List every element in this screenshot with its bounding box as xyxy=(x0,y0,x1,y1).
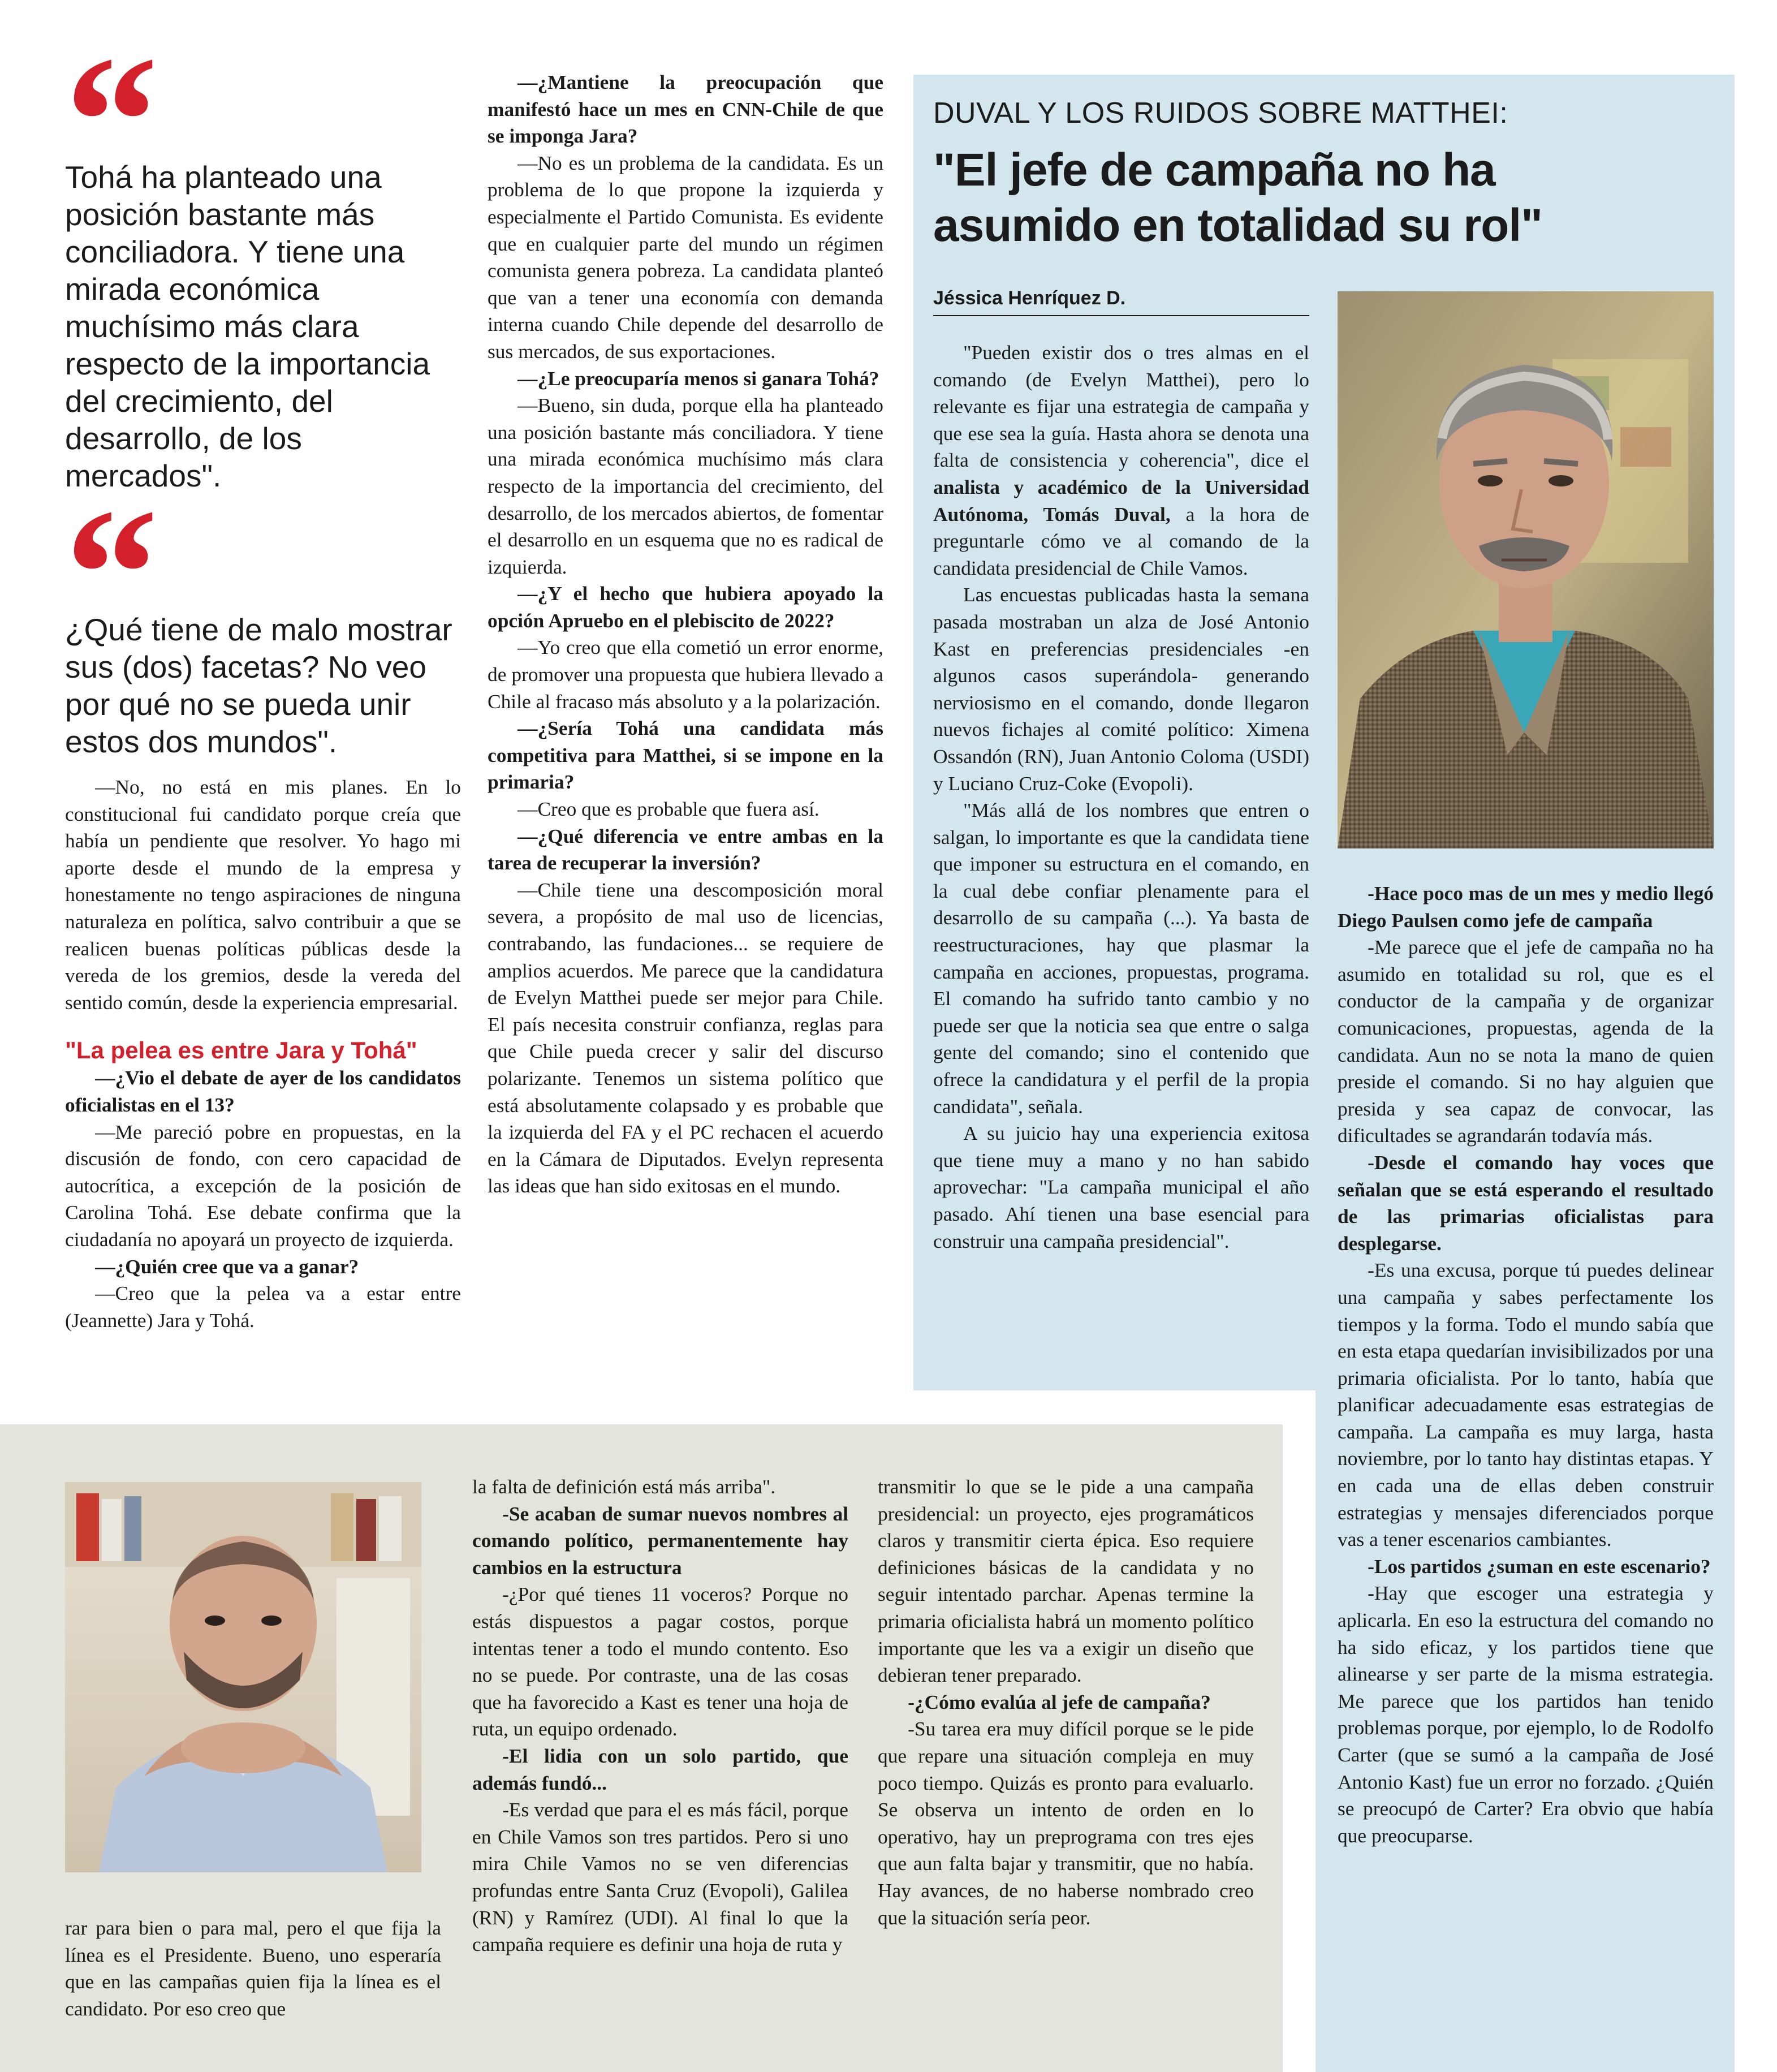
paragraph: transmitir lo que se le pide a una campaña presidencial: un proyecto, ejes programáticos claros y transmitir cierta épica. Eso requiere definiciones básicas de la candidata y no seguir intentado parchar. Apenas termine la primaria oficialista habrá un momento político importante que les va a exigir un diseño que debieran tener preparado. xyxy=(878,1475,1254,1687)
question: —¿Sería Tohá una candidata más competitiva para Matthei, si se impone en la primaria? xyxy=(488,717,883,794)
text-run: a la hora de preguntarle cómo ve al comando de la candidata presidencial de Chile Vamos. xyxy=(933,502,1309,579)
answer: -Es una excusa, porque tú puedes delinear una campaña y sabes perfectamente los tiempos y la forma. Todo el mundo sabía que en esta etapa quedarían invisibilizados por una primaria oficialista. Por lo tanto, había que planificar adecuadamente esas estrategias de campaña. La campaña es muy larga, hasta noviembre, por lo tanto hay distintas etapas. Y en cada una de ellas deben construir estrategias y mensajes diferenciados porque vas a tener escenarios cambiantes. xyxy=(1338,1259,1714,1551)
question: —¿Mantiene la preocupación que manifestó hace un mes en CNN-Chile de que se imponga Jara? xyxy=(488,71,883,148)
answer: —Creo que es probable que fuera así. xyxy=(517,798,820,821)
question: -Los partidos ¿suman en este escenario? xyxy=(1368,1554,1711,1578)
answer: -Su tarea era muy difícil porque se le pide que repare una situación compleja en muy poco tiempo. Quizás es pronto para evaluarlo. Se observa un intento de orden en lo operativo, hay un preprograma con tres ejes que aun falta bajar y transmitir, que no había. Hay avances, de no haberse nombrado creo que la situación sería peor. xyxy=(878,1717,1254,1929)
intro-paragraph: —No, no está en mis planes. En lo constitucional fui candidato porque creía que había un pendiente que resolver. Yo hago mi aporte desde el mundo de la empresa y honestamente no tengo aspiraciones de ninguna naturaleza en política, salvo contribuir a que se realicen buenas políticas públicas desde la vereda de los gremios, desde la vereda del sentido común, desde la experiencia empresarial. xyxy=(65,776,461,1014)
sidebar-kicker: DUVAL Y LOS RUIDOS SOBRE MATTHEI: xyxy=(933,97,1508,130)
question: —¿Quién cree que va a ganar? xyxy=(95,1255,359,1278)
pull-quote-1 xyxy=(65,34,461,494)
question: —¿Le preocuparía menos si ganara Tohá? xyxy=(517,367,879,390)
question: —¿Qué diferencia ve entre ambas en la tarea de recuperar la inversión? xyxy=(488,824,883,875)
pull-quote-2 xyxy=(65,486,461,760)
paragraph: rar para bien o para mal, pero el que fija la línea es el Presidente. Bueno, uno esperaría que en las campañas quien fija la línea es el candidato. Por eso creo que xyxy=(65,1916,441,2020)
bold-text-run: analista y académico de la Universidad Autónoma, Tomás Duval, xyxy=(933,475,1309,525)
sidebar-paragraph-4: A su juicio hay una experiencia exitosa que tiene muy a mano y no han sabido aprovechar: "La campaña municipal el año pasado. Ahí tienen una base esencial para construir una campaña presidencial". xyxy=(933,1122,1309,1252)
column-2-body xyxy=(488,69,883,1200)
portrait-man-icon xyxy=(1338,291,1714,848)
quote-mark-icon xyxy=(65,28,461,124)
answer: —Me pareció pobre en propuestas, en la discusión de fondo, con cero capacidad de autocrítica, a excepción de la posición de Carolina Tohá. Ese debate confirma que la ciudadanía no apoyará un proyecto de izquierda. xyxy=(65,1120,461,1251)
sidebar-paragraph-1 xyxy=(933,339,1309,581)
question: -¿Cómo evalúa al jefe de campaña? xyxy=(908,1690,1211,1713)
answer: -Es verdad que para el es más fácil, porque en Chile Vamos son tres partidos. Pero si uno mira Chile Vamos no se ven diferencias profundas entre Santa Cruz (Evopoli), Galilea (RN) y Ramírez (UDI). Al final lo que la campaña requiere es definir una hoja de ruta y xyxy=(472,1798,848,1956)
answer: —No es un problema de la candidata. Es un problema de lo que propone la izquierda y especialmente el Partido Comunista. Es evidente que en cualquier parte del mundo un régimen comunista genera pobreza. La candidata planteó que van a tener una economía con demanda interna cuando Chile depende del desarrollo de sus mercados, de sus exportaciones. xyxy=(488,151,883,363)
paragraph: la falta de definición está más arriba". xyxy=(472,1475,776,1498)
answer: —Yo creo que ella cometió un error enorme, de promover una propuesta que hubiera llevado a Chile al fracaso más absoluto y a la polarización. xyxy=(488,636,883,713)
section-subhead: "La pelea es entre Jara y Tohá" xyxy=(65,1037,417,1064)
text-run: "Pueden existir dos o tres almas en el comando (de Evelyn Matthei), pero lo relevante es fijar una estrategia de campaña y que ese sea la guía. Hasta ahora se denota una falta de consistencia y coherencia", dice el xyxy=(933,341,1309,472)
duval-photo xyxy=(1338,291,1714,848)
sidebar-body-left xyxy=(933,339,1309,1255)
question: -El lidia con un solo partido, que además fundó... xyxy=(472,1744,848,1794)
pull-quote-text: Tohá ha planteado una posición bastante más conciliadora. Y tiene una mirada económica muchísimo más clara respecto de la importancia del crecimiento, del desarrollo, de los mercados". xyxy=(65,160,430,493)
sidebar-headline: "El jefe de campaña no ha asumido en totalidad su rol" xyxy=(933,144,1542,251)
answer: —Creo que la pelea va a estar entre (Jeannette) Jara y Tohá. xyxy=(65,1282,461,1332)
question: -Hace poco mas de un mes y medio llegó Diego Paulsen como jefe de campaña xyxy=(1338,882,1714,932)
bottom-photo xyxy=(65,1482,421,1872)
answer: -¿Por qué tienes 11 voceros? Porque no estás dispuestos a pagar costos, porque intentas tener a todo el mundo contento. Eso no se puede. Por contraste, una de las cosas que ha favorecido a Kast es tener una hoja de ruta, un equipo ordenado. xyxy=(472,1583,848,1741)
sidebar-paragraph-2: Las encuestas publicadas hasta la semana pasada mostraban un alza de José Antonio Kast en preferencias presidenciales -en algunos casos superándola- generando nerviosismo en el comando, donde llegaron nuevos fichajes al comité político: Ximena Ossandón (RN), Juan Antonio Coloma (USDI) y Luciano Cruz-Coke (Evopoli). xyxy=(933,583,1309,795)
question: -Desde el comando hay voces que señalan que se está esperando el resultado de las primarias oficialistas para desplegarse. xyxy=(1338,1151,1714,1255)
answer: —Chile tiene una descomposición moral severa, a propósito de mal uso de licencias, contrabando, las fundaciones... se requiere de amplios acuerdos. Me parece que la candidatura de Evelyn Matthei puede ser mejor para Chile. El país necesita construir confianza, reglas para que Chile pueda crecer y salir del discurso polarizante. Tenemos un sistema político que está absolutamente colapsado y es probable que la izquierda del FA y el PC rechacen el acuerdo en la Cámara de Diputados. Evelyn representa las ideas que han sido exitosas en el mundo. xyxy=(488,878,883,1197)
byline: Jéssica Henríquez D. xyxy=(933,287,1126,309)
answer: -Me parece que el jefe de campaña no ha asumido en totalidad su rol, que es el conductor de la campaña y de organizar comunicaciones, propuestas, agenda de la candidata. Aun no se nota la mano de quien preside el comando. Si no hay alguien que presida y sea capaz de convocar, las dificultades se agrandarán todavía más. xyxy=(1338,936,1714,1147)
answer: -Hay que escoger una estrategia y aplicarla. En eso la estructura del comando no ha sido eficaz, y los partidos tiene que alinearse y ser parte de la misma estrategia. Me parece que los partidos han tenido problemas porque, por ejemplo, lo de Rodolfo Carter (que se sumó a la campaña de José Antonio Kast) fue un error no forzado. ¿Quién se preocupó de Carter? Era obvio que había que preocuparse. xyxy=(1338,1582,1714,1847)
sidebar-paragraph-3: "Más allá de los nombres que entren o salgan, lo importante es que la candidata tiene que imponer su estructura en el comando, en la cual debe confiar plenamente para el desarrollo de su campaña (...). Ya basta de reestructuraciones, hay que plasmar la campaña en acciones, propuestas, programa. El comando ha sufrido tanto cambio y no puede ser que la noticia sea que entre o salga gente del comando; sino el contenido que ofrece la candidatura y el perfil de la propia candidata", señala. xyxy=(933,799,1309,1118)
question: —¿Y el hecho que hubiera apoyado la opción Apruebo en el plebiscito de 2022? xyxy=(488,582,883,632)
column-1-body xyxy=(65,774,461,1334)
bottom-column-2 xyxy=(472,1474,848,1958)
bottom-column-1 xyxy=(65,1915,441,2022)
quote-mark-icon xyxy=(65,481,461,577)
answer: —Bueno, sin duda, porque ella ha planteado una posición bastante más conciliadora. Y tiene una mirada económica muchísimo más clara respecto de la importancia del crecimiento, del desarrollo, de los mercados abiertos, de fomentar el desarrollo en un esquema que no es radical de izquierda. xyxy=(488,394,883,578)
sidebar-body-right xyxy=(1338,880,1714,1849)
question: —¿Vio el debate de ayer de los candidatos oficialistas en el 13? xyxy=(65,1066,461,1116)
bottom-column-3 xyxy=(878,1474,1254,1931)
question: -Se acaban de sumar nuevos nombres al comando político, permanentemente hay cambios en la estructura xyxy=(472,1502,848,1579)
pull-quote-text: ¿Qué tiene de malo mostrar sus (dos) facetas? No veo por qué no se pueda unir estos dos mundos". xyxy=(65,612,452,759)
portrait-man-icon xyxy=(65,1482,421,1872)
byline-rule xyxy=(933,315,1309,316)
